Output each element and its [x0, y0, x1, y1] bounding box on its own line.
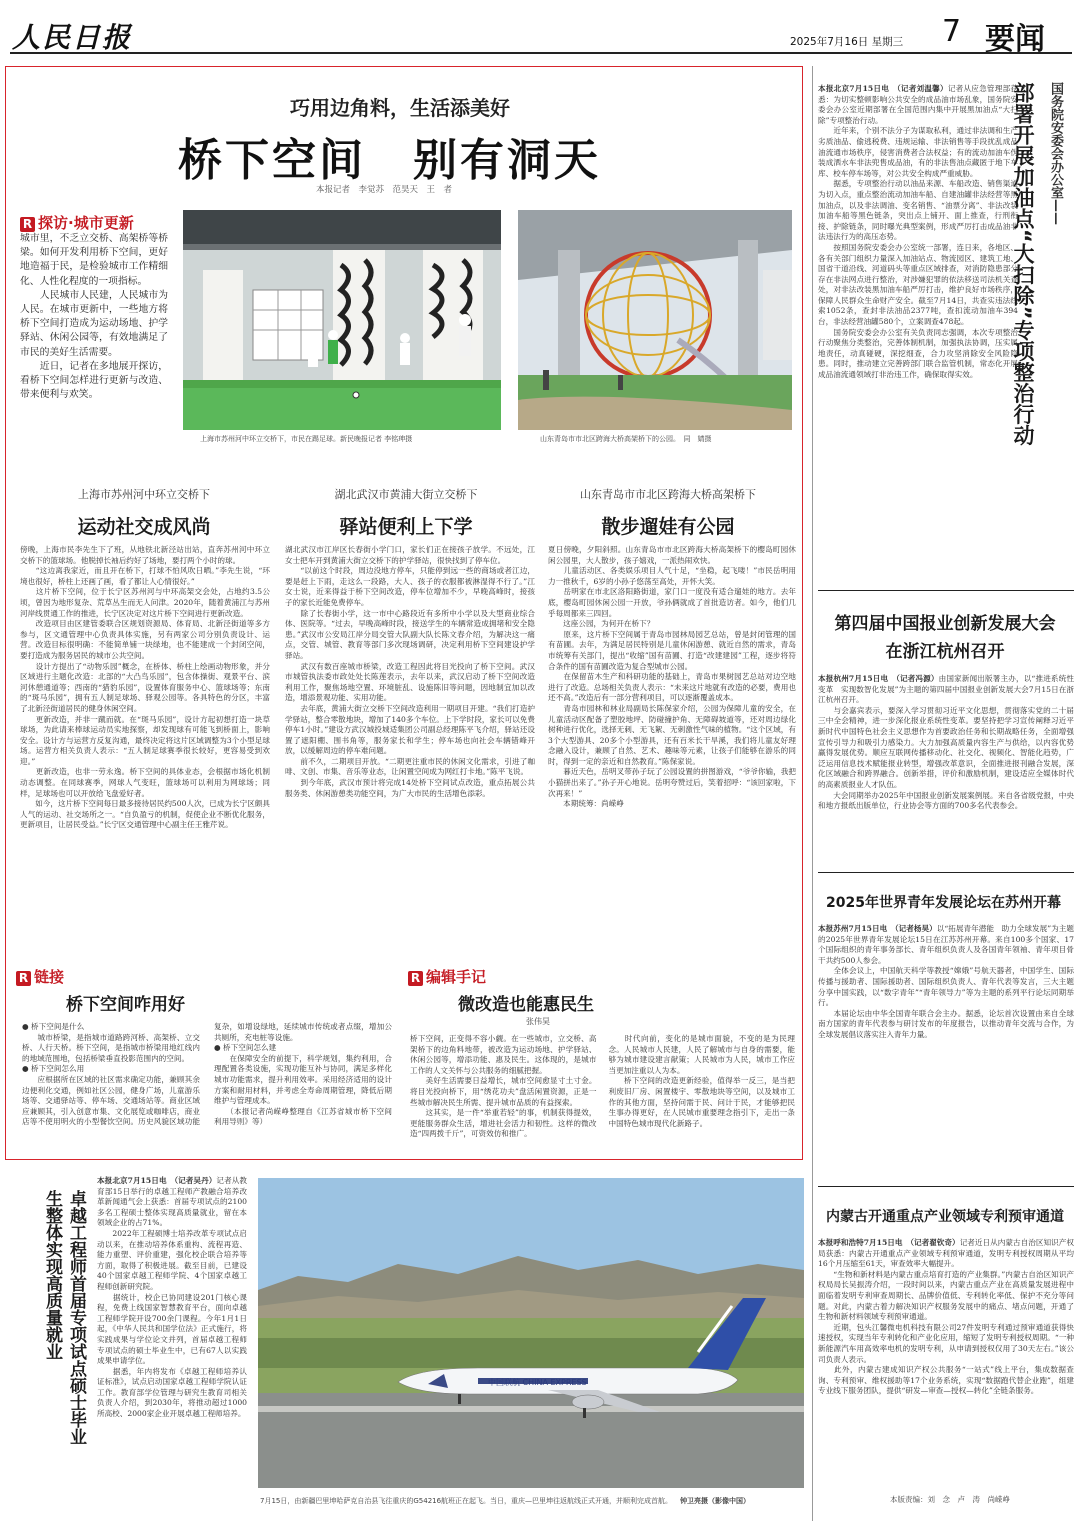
divider-3: [818, 1186, 1074, 1187]
right-bottom-body: [818, 1238, 1074, 1486]
page-number: 7: [942, 14, 962, 49]
feature-lead: 城市里，不乏立交桥、高架桥等桥梁。如何开发利用桥下空间，更好地造福于民，是检验城市工作精细化、人性化程度的一项指标。 人民城市人民建，人民城市为人民。在城市更新中，一些地方将桥下空间打造成为运动场地、护学驿站、休闲公园等，有效地满足了市民的美好生活需要。 近日，记者在多地展开探访，看桥下空间怎样进行更新与改造、带来便利与欢笑。: [20, 233, 168, 401]
editorial-author: 张伟昊: [526, 1017, 550, 1026]
plane-photo-caption: [260, 1496, 800, 1507]
page-credits: 本版责编：刘 念 卢 涛 尚嵘峥: [890, 1495, 1010, 1504]
newspaper-logo[interactable]: 人民日报: [12, 21, 133, 54]
tag-label: 探访·城市更新: [38, 214, 134, 232]
right-bottom-text: 记者近日从内蒙古自治区知识产权局获悉：内蒙古开通重点产业领域专利预审通道，发明专利授权周期从平均16个月压缩至61天，审查效率大幅提升。 “生物和新材料是内蒙古重点培育打造的产业集群。”内蒙古自治区知识产权局局长吴振涛介绍，一段时间以来，内蒙古重点产业在高质量发展进程中面临着发明专利审查周期长、品牌价值低、专利转化率低、保护不充分等问题。对此，内蒙古着力解决知识产权服务发展中的痛点、堵点问题，开通了生物和新材料领域专利预审通道。 近期，包头江馨微电机科技有限公司27件发明专利通过预审通道获得快速授权，实现当年专利转化和产业化应用，缩短了发明专利授权周期。“一种新能源汽车用高效率电机的发明专利，从申请到授权仅用了30天左右。”该公司负责人表示。 此外，内蒙古建成知识产权公共服务“一站式”线上平台，集成数据查询、专利预审、维权援助等17个业务系统，实现“数据跑代替企业跑”，组建专业线下服务团队，提供“研发—审查—授权—转化”全链条服务。: [818, 1238, 1074, 1396]
right-top-text: 记者从应急管理部获悉：为切实整顿影响公共安全的成品油市场乱象，国务院安委会办公室近期部署在全国范围内集中开展黑加油点“大扫除”专项整治行动。 近年来，个别不法分子为谋取私利，通过非法调和生产劣质油品、偷逃税费、违规运输、非法销售等手段扰乱成品油流通市场秩序，侵害消费者合法权益；有的流动加油车伪装成洒水车非法兜售成品油，有的非法售油点藏匿于地下车库、校车停车场等，对公共安全构成严重威胁。 据悉，专项整治行动以油品来源、车船改造、销售渠道为切入点，重点整治流动加油车船、自建油罐非法经营等黑加油点，以及非法调油、变名销售、“油票分离”、非法改装加油车船等黑色链条，突出点上铺开、面上推查，行刑衔接、护除链条，同时曝光典型案例，形成严厉打击成品油非法违法行为的高压态势。 按照国务院安委会办公室统一部署，连日来，各地区、各有关部门组织力量深入加油站点、物流园区、建筑工地、国省干道沿线、河道码头等重点区域排查，对消防隐患部分存在非法网点进行整治，对涉嫌犯罪的依法移送司法机关查处，对非法改装黑加油车船严厉打击，维护良好市场秩序，保障人民群众生命财产安全。截至7月14日，共查实违法线索1052条，查封非法油品2377吨，查扣流动加油车394台，非法经营油罐580个，立案调查478起。 国务院安委会办公室有关负责同志强调，本次专项整治行动聚焦分类整治，完善体制机制，加强执法协调，压实属地责任，动真碰硬，深挖细查，合力攻坚消除安全风险隐患。同时，推动建立完善跨部门联合监管机制，常态化开展成品油流通领域打非治违工作，确保取得实效。: [818, 84, 1018, 380]
right-mid2-dateline: 本报苏州7月15日电 （记者杨昊）: [818, 924, 937, 933]
sidebar-body: ● 桥下空间是什么 城市桥梁，是指城市道路跨河桥、高架桥、立交桥、人行天桥。桥下空间，是指城市桥梁用地红线内的地域范围地，包括桥梁垂直投影范围内的空间。 ● 桥下空间怎么用 应根据所在区域的社区需求确定功能，兼顾其余边便利化交通，例如社区公园，健身广场，儿童游乐场等、交通驿站等、停车场、交通场站等。商业区域应兼顾其，引入创意市集、文化展览或咖啡店，商业店等不使用明火的小型餐饮空间。历史风貌区域功能复杂，如增设绿地，延续城市传统或者点缀，增加公共厕所，充电桩等设施。 ● 桥下空间怎么建 在保障安全的前提下，科学规划，集约利用，合理配置各类设施，实现功能互补与协同，满足多样化城市功能需求，提升利用效率。采用经济适用的设计方案和耐用材料，并考虑全寿命周期管理，降低后期维护与管理成本。 （本报记者尚嵘峥整理自《江苏省城市桥下空间利用导则》等）: [22, 1022, 392, 1127]
feature-kicker: 巧用边角料，生活添美好: [290, 96, 510, 120]
link-tag-label: 链接: [34, 968, 65, 986]
photo1-caption: 上海市苏州河中环立交桥下，市民在踢足球。新民晚报记者 李铭珅摄: [200, 435, 413, 443]
right-mid2-headline[interactable]: 2025年世界青年发展论坛在苏州开幕: [826, 895, 1061, 911]
tag-city-renewal: [20, 212, 134, 233]
sidebar-title[interactable]: 桥下空间咋用好: [66, 995, 185, 1015]
feature-byline: 本报记者 李觉苏 范昊天 王 者: [316, 185, 453, 195]
report-tag-icon: R: [20, 217, 35, 232]
bottom-left-headline[interactable]: 卓越工程师首届专项试点硕士毕业生整体实现高质量就业: [42, 1190, 86, 1445]
right-top-prefix: 国务院安委会办公室——: [1048, 82, 1063, 225]
right-bottom-headline[interactable]: 内蒙古开通重点产业领域专利预审通道: [826, 1209, 1064, 1225]
divider-2: [818, 872, 1074, 873]
photo-plane-svg: [258, 1178, 804, 1488]
bottom-left-text: 记者从教育部15日举行的卓越工程师产教融合培养改革新闻通气会上获悉：首届专项试点的2100多名工程硕士整体实现高质量就业，留在本领域企业的占71%。 2022年工程硕博士培养改革专项试点启动以来，在推动培养体系重构、流程再造、能力重塑、评价重建，强化校企联合培养等方面，取得了积极进展。截至目前，已建设40个国家卓越工程师学院、4个国家卓越工程师创新研究院。 据统计，校企已协同建设201门核心课程，免费上线国家智慧教育平台，面向卓越工程师学院开设700余门课程。今年1月1日起，《中华人民共和国学位法》正式施行，将实践成果与学位论文并列，首届卓越工程师专项试点的硕士毕业生中，已有67人以实践成果申请学位。 据悉，年内将发布《卓越工程师培养认证标准》，试点启动国家卓越工程师学院认证工作。教育部学位管理与研究生教育司相关负责人介绍，到2030年，将推动超过1000所高校、2000家企业开展卓越工程师培养。: [97, 1176, 247, 1419]
column-2-title[interactable]: 驿站便利上下学: [339, 516, 473, 538]
column-2-header: [282, 486, 530, 539]
right-top-dateline: 本报北京7月15日电 （记者刘温馨）: [818, 84, 948, 93]
right-top-body: [818, 84, 1018, 566]
column-2-body: 湖北武汉市江岸区长春街小学门口，家长们正在接孩子放学。不远处，江女士把车开到黄浦大街立交桥下的护学驿站，很快找到了停车位。 “以前这个时段，周边没地方停车，只能停到远一些的商场或者江边，要是赶上下雨，走这么一段路，大人、孩子的衣服都被淋湿得不行了。”江女士说，近来得益于桥下空间改造，停车位增加不少，早晚高峰时，接孩子的家长近能免费停车。 除了长春街小学，这一市中心路段近有多所中小学以及大型商业综合体、医院等。“过去，早晚高峰时段，接送学生的车辆常造成拥堵和安全隐患。”武汉市公安局江岸分局交管大队副大队长陈文春介绍，为解决这一痛点，交管、城管、教育等部门多次现场调研，决定利用桥下空间建设护学驿站。 武汉有数百座城市桥梁，改造工程因此将目光投向了桥下空间。武汉市城管执法委市政处处长陈莲表示，去年以来，武汉启动了桥下空间改造利用工作，聚焦场地空置、环境脏乱、设施陈旧等问题，因地制宜加以改造，增添景观功能、实用功能。 去年底，黄浦大街立交桥下空间改造利用一期项目开建。“我们打造护学驿站，整合零散地块，增加了140多个车位。上下学时段，家长可以免费停车1小时。”建设方武汉城投城适集团公司副总经理陈平飞介绍，驿站还设置了遮阳棚、围书角等，服务家长和学生；停车场也向社会车辆错峰开放，以缓解周边的停车难问题。 前不久，二期项目开放。“二期更注重市民的休闲文化需求，引进了咖啡、文创、市集、音乐等业态，让闲置空间成为网红打卡地。”陈平飞说。 到今年底，武汉市预计将完成14处桥下空间试点改造，重点拓展公共服务类、休闲游憩类功能空间，为广大市民的生活增色添彩。: [285, 545, 535, 798]
right-mid-body: [818, 674, 1074, 852]
feature-headline[interactable]: 桥下空间 别有洞天: [178, 135, 601, 186]
photo2-caption: 山东青岛市市北区跨海大桥高架桥下的公园。 同 婧摄: [540, 435, 712, 443]
bottom-left-dateline: 本报北京7月15日电 （记者吴丹）: [97, 1176, 217, 1185]
right-mid2-body: [818, 924, 1074, 1168]
right-bottom-dateline: 本报呼和浩特7月15日电 （记者翟钦奇）: [818, 1238, 960, 1247]
editorial-tag-label: 编辑手记: [426, 968, 487, 986]
section-title: 要闻: [985, 22, 1045, 57]
right-top-headline[interactable]: 部署开展加油点“大扫除”专项整治行动: [1011, 82, 1035, 446]
issue-date: 2025年7月16日 星期三: [790, 36, 904, 48]
right-mid2-text: 以“拓展青年潜能 助力全球发展”为主题的2025年世界青年发展论坛15日在江苏苏州开幕。来自100多个国家、17个国际组织的青年事务部长、青年组织负责人及各国青年领袖、青年项目骨干共约500人参会。 全体会议上，中国航天科学等教授“嫦娥”号航天器者，中国学生、国际传播与援助者、国际援助者、国际组织负责人、青年代表等发言，三大主题分享中国实践，以“数字青年”“青年领导力”等为主题的系列平行论坛同期举行。 本届论坛由中华全国青年联合会主办。据悉，论坛首次设置由来自全球南方国家的青年代表参与研讨发布的年度报告，以推动青年交流与合作，为全球发展倡议落实注入青年力量。: [818, 924, 1074, 1039]
photo-park-svg: [518, 210, 792, 430]
editorial-tag-icon: R: [408, 971, 423, 986]
bottom-left-body: [97, 1176, 247, 1521]
column-3-location: 山东青岛市市北区跨海大桥高架桥下: [580, 488, 756, 501]
tag-editorial: [408, 966, 486, 987]
right-mid-dateline: 本报杭州7月15日电 （记者冯源）: [818, 674, 939, 683]
masthead: [10, 10, 1072, 54]
divider-1: [818, 590, 1074, 591]
column-1-header: [20, 486, 268, 539]
column-2-location: 湖北武汉市黄浦大街立交桥下: [334, 488, 478, 501]
photo-soccer-under-bridge[interactable]: [183, 210, 501, 430]
photo-park-under-bridge[interactable]: [518, 210, 792, 430]
plane-livery: 中国联航 CHINA EXPRESS: [488, 1378, 587, 1387]
column-1-title[interactable]: 运动社交成风尚: [77, 516, 211, 538]
right-mid-text: 由国家新闻出版署主办，以“推进系统性变革 实现数智化发展”为主题的第四届中国报业创新发展大会7月15日在浙江杭州召开。 与会嘉宾表示，要深入学习贯彻习近平文化思想，贯彻落实党的二十届三中全会精神，进一步深化报业系统性变革。要坚持把学习宣传阐释习近平新时代中国特色社会主义思想作为首要政治任务和长期战略任务，全面增强宣传引导力和吸引力感染力。大力加强高质量内容生产与供给，以内容优势赢得发展优势。顺应互联网传播移动化、社交化、视频化、智能化趋势，广泛运用信息技术赋能报业转型，增强改革意识，全面推进报刊融合发展，深化区域融合和跨界融合。创新举措，评价和激励机制，建设适应全媒体时代的高素质报业人才队伍。 大会同期举办2025年中国报业创新发展案例展。来自各省级党报，中央和地方报纸出版单位，行业协会等方面的700多名代表参会。: [818, 674, 1074, 811]
editorial-title[interactable]: 微改造也能惠民生: [458, 995, 594, 1015]
link-tag-icon: R: [16, 971, 31, 986]
column-3-header: [544, 486, 792, 539]
photo-soccer-svg: [183, 210, 501, 430]
column-1-body: 傍晚，上海市民李先生下了班，从地铁北新泾站出站，直奔苏州河中环立交桥下的篮球场。他脱掉长袖后约好了场地，要打两个小时的球。 “这边离我家近，而且开在桥下，打球不怕风吹日晒。”李先生说，“环境也很好，桥柱上还画了画，看了都让人心情很好。” 这片桥下空间，位于长宁区苏州河与中环高架交会处，占地约3.5公顷，曾因为地形复杂、荒草丛生而无人问津。2020年，随着黄浦江与苏州河岸线贯通工作的推进，长宁区决定对这片桥下空间进行更新改造。 改造项目由区建管委联合区规划资源局、体育局、北新泾街道等多方参与，区文通管理中心负责具体实施，另有两家公司分别负责设计、运营。改造目标很明确：不能简单铺一块绿地，也不能建成一个封闭空间，要打造成为服务居民的城市公共空间。 设计方提出了“动物乐园”概念，在桥体、桥柱上绘画动物形象，并分区域进行主题化改造：北部的“大凸鸟乐园”，包含体操街、观景平台、滨河休憩通道等；西南的“猎豹乐园”，设置体育服务中心、篮球场等；东南的“斑马乐园”，拥有五人制足球场、驿观公园等。各具特色的分区，丰富了北新泾街道居民的健身休闲空间。 更新改造，并非一蹴而就。在“斑马乐园”，设计方起初想打造一块草球场，为此请来棒球运动员实地探察，却发现球有可能飞到桥面上，影响安全。设计方与运营方反复沟通，最终决定将这片区域调整为3个小型足球场。运营方相关负责人表示：“五人制足球赛季很长较好，更容易受到欢迎。” 更新改造，也非一劳永逸。桥下空间的具体业态，会根据市场化机制动态调整。在同球赛季，网球人气变旺，篮球场可以利用为网球场；同样，足球场也可以开放给飞盘爱好者。 如今，这片桥下空间每日最多接待居民约500人次，已成为长宁区颇具人气的运动、社交场所之一。“自负盈亏的机制，促使企业不断优化服务，更新项目，让居民受益。”长宁区交通管理中心副主任王雅芹说。: [20, 545, 270, 830]
column-1-location: 上海市苏州河中环立交桥下: [78, 488, 210, 501]
tag-link: [16, 966, 64, 987]
column-divider: [812, 66, 813, 1521]
plane-caption-text: 7月15日，由新疆巴里坤哈萨克自治县飞往重庆的G54216航班正在起飞。当日，重庆—巴里坤往返航线正式开通，并顺利完成首航。: [260, 1497, 673, 1505]
photo-plane-takeoff[interactable]: [258, 1178, 804, 1488]
column-3-body: 夏日傍晚，夕阳斜照。山东青岛市市北区跨海大桥高架桥下的樱岛町园休闲公园里，大人散步，孩子嬉戏，一派热闹欢快。 儿童活动区、各类娱乐项目人气十足，“坐稳，起飞喽！”市民岳明用力一推秋千，6岁的小孙子悠荡至高处，开怀大笑。 岳明家在市北区洛阳路街道，家门口一度没有适合遛娃的地方。去年底，樱岛町园休闲公园一开放，爷孙俩就成了首批造访者。如今，他们几乎每周都来三四回。 这座公园，为何开在桥下？ 原来，这片桥下空间属于青岛市园林局园艺总站，曾是封闭管理的国有苗圃。去年，为满足居民特别是儿童休闲游憩、就近自然的需求，青岛市统筹有关部门，提出“收缩”国有苗圃、打造“改建建园”工程，逐步将符合条件的国有苗圃改造为复合型城市公园。 在保留苗木生产和科研功能的基础上，青岛市果树园艺总站对边空地进行了改造。总场相关负责人表示：“未来这片地就有改造的必要，费用也还不高。”改造后有一部分营利项目，可以逐渐覆盖成本。 青岛市园林和林业局副局长陈保家介绍，公园为保障儿童的安全，在儿童活动区配备了塑胶地坪、防碰撞护角、无障碍坡道等，还对周边绿化树种进行优化，选择无刺、无飞絮、无刺激性气味的植物。“这个区域，有3个大型游具、20多个小型游具，还有百米长干旱溪，我们将儿童友好理念融入设计，兼顾了自然、艺术、趣味等元素，让孩子们能够在游乐的同时，得到一定的亲近和自然教育。”陈保家说。 暮近天色，岳明叉带孙子玩了公园设置的拼图游戏，“爷爷你输，我把小猫拼出来了。”孙子开心地说。岳明夸赞过后，笑着招呼：“该回家啦，下次再来！” 本期统筹：尚嵘峥: [548, 545, 796, 809]
column-3-title[interactable]: 散步遛娃有公园: [601, 516, 735, 538]
right-mid-headline[interactable]: 第四届中国报业创新发展大会在浙江杭州召开: [834, 614, 1056, 662]
plane-photo-credit: 钟卫亮摄（影像中国）: [680, 1497, 751, 1505]
editorial-body: 桥下空间，正变得不容小觑。在一些城市，立交桥、高架桥下的边角料地带，被改造为运动场地、护学驿站、休闲公园等，增添功能、惠及民生。这体现的，是城市工作的人文关怀与公共服务的细腻把握。 美好生活需要日益增长，城市空间愈显寸土寸金。将目光投向桥下，用“绣花功夫”盘活闲置资源，正是一些城市解决民生所需、提升城市品质的有益探索。 这其实，是一件“举重若轻”的事，机制获得提效，更能服务群众生活，增进社会活力和韧性。这样的微改造“四两拨千斤”，可资效仿和推广。 时代向前，变化的是城市面貌，不变的是为民理念。人民城市人民建，人民了解城市与自身的需要，能够为城市建设建言献策；人民城市为人民，城市工作应当更加注重以人为本。 桥下空间的改造更新经验，值得举一反三，是当把利废旧厂房、闲置楼宇、零散地块等空间，以及城市工作的其他方面，坚持问需于民、问计于民，才能够把民生事办得更好，在人民城市重要理念指引下，走出一条中国特色城市现代化新路子。: [410, 1034, 795, 1139]
